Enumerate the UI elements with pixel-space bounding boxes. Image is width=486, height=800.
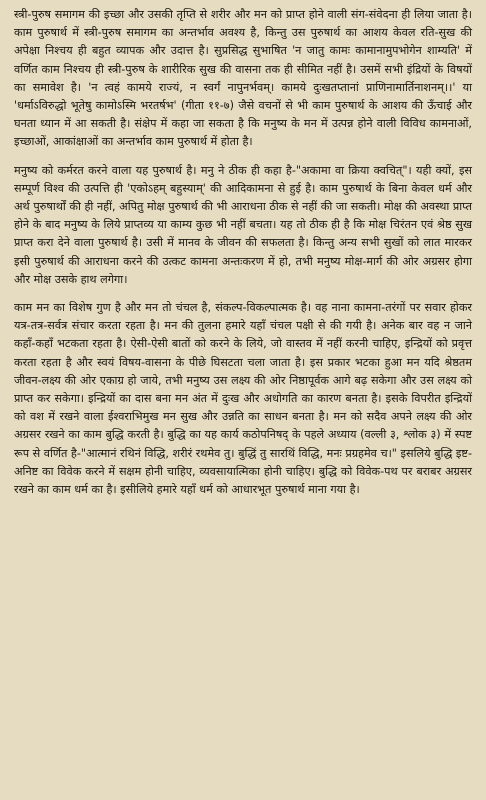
paragraph-gap	[14, 152, 472, 162]
paragraph-mind-and-intellect: काम मन का विशेष गुण है और मन तो चंचल है, संकल्प-विकल्पात्मक है। वह नाना कामना-तरंगों पर सवार होकर यत्र-तत्र-सर्वत्र संचार करता रहता है। मन की तुलना हमारे यहाँ चंचल पक्षी से की गयी है। अनेक बार वह न जाने कहाँ-कहाँ भटकता रहता है। ऐसी-ऐसी बातों को करने के लिये, जो वास्तव में नहीं करनी चाहिए, इन्द्रियों को प्रवृत्त करता रहता है और स्वयं विषय-वासना के पीछे घिसटता चला जाता है। इस प्रकार भटका हुआ मन यदि श्रेष्ठतम जीवन-लक्ष्य की ओर एकाग्र हो जाये, तभी मनुष्य उस लक्ष्य की ओर निष्ठापूर्वक आगे बढ़ सकेगा और उस लक्ष्य को प्राप्त कर सकेगा। इन्द्रियों का दास बना मन अंत में दुःख और अधोगति का कारण बनता है। इसके विपरीत इन्द्रियों को वश में रखने वाला ईश्वराभिमुख मन सुख और उन्नति का साधन बनता है। मन को सदैव अपने लक्ष्य की ओर अग्रसर रखने का काम बुद्धि करती है। बुद्धि का यह कार्य कठोपनिषद् के पहले अध्याय (वल्ली ३, श्लोक ३) में स्पष्ट रूप से वर्णित है-"आत्मानं रथिनं विद्धि, शरीरं रथमेव तु। बुद्धिं तु सारथिं विद्धि, मनः प्रग्रहमेव च।" इसलिये बुद्धि इष्ट-अनिष्ट का विवेक करने में सक्षम होनी चाहिए, व्यवसायात्मिका होनी चाहिए। बुद्धि को विवेक-पथ पर बराबर अग्रसर रखने का काम धर्म का है। इसीलिये हमारे यहाँ धर्म को आधारभूत पुरुषार्थ माना गया है।	[14, 301, 472, 497]
paragraph-gap	[14, 289, 472, 299]
paragraph-kama-definition: स्त्री-पुरुष समागम की इच्छा और उसकी तृप्ति से शरीर और मन को प्राप्त होने वाली संग-संवेदना ही लिया जाता है। काम पुरुषार्थ में स्त्री-पुरुष समागम का अन्तर्भाव अवश्य है, किन्तु उस पुरुषार्थ का आशय केवल रति-सुख की अपेक्षा निश्चय ही बहुत व्यापक और उदात्त है। सुप्रसिद्ध सुभाषित 'न जातु कामः कामानामुपभोगेन शाम्यति' में वर्णित काम निश्चय ही स्त्री-पुरुष के शारीरिक सुख की वासना तक ही सीमित नहीं है। उसमें सभी इंद्रियों के विषयों का समावेश है। 'न त्वहं कामये राज्यं, न स्वर्गं नापुनर्भवम्। कामये दुःखतप्तानां प्राणिनामार्तिनाशनम्।।' या 'धर्माऽविरुद्धो भूतेषु कामोऽस्मि भरतर्षभ' (गीता ११-७) जैसे वचनों से भी काम पुरुषार्थ के आशय की ऊँचाई और घनता ध्यान में आ सकती है। संक्षेप में कहा जा सकता है कि मनुष्य के मन में उत्पन्न होने वाली विविध कामनाओं, इच्छाओं, आकांक्षाओं का अन्तर्भाव काम पुरुषार्थ में होता है।	[14, 8, 472, 149]
paragraph-kama-purushartha: मनुष्य को कर्मरत करने वाला यह पुरुषार्थ है। मनु ने ठीक ही कहा है-"अकामा वा क्रिया क्वचित्"। यही क्यों, इस सम्पूर्ण विश्व की उत्पत्ति ही 'एकोऽहम् बहुस्याम्' की आदिकामना से हुई है। काम पुरुषार्थ के बिना केवल धर्म और अर्थ पुरुषार्थों की ही नहीं, अपितु मोक्ष पुरुषार्थ की भी आराधना ठीक से नहीं की जा सकती। मोक्ष की अवस्था प्राप्त होने के बाद मनुष्य के लिये प्राप्तव्य या काम्य कुछ भी नहीं बचता। यह तो ठीक ही है कि मोक्ष चिरंतन एवं श्रेष्ठ सुख प्राप्त करा देने वाला पुरुषार्थ है। उसी में मानव के जीवन की सफलता है। किन्तु अन्य सभी सुखों को लात मारकर इसी पुरुषार्थ की आराधना करने की उत्कट कामना अन्तःकरण में हो, तभी मनुष्य मोक्ष-मार्ग की ओर अग्रसर होगा और मोक्ष उसके हाथ लगेगा।	[14, 163, 472, 286]
